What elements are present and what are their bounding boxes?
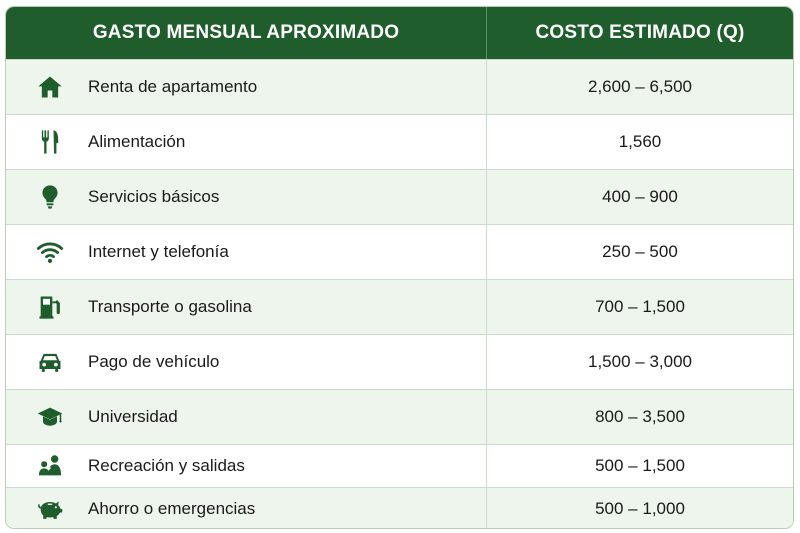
gas-pump-icon xyxy=(35,292,65,322)
row-label: Renta de apartamento xyxy=(88,77,258,96)
row-label: Ahorro o emergencias xyxy=(88,498,256,518)
house-icon xyxy=(35,72,65,102)
piggy-bank-icon xyxy=(35,494,65,524)
row-cost: 1,560 xyxy=(618,132,662,151)
header-gasto: GASTO MENSUAL APROXIMADO xyxy=(6,7,487,59)
table-row xyxy=(6,444,793,487)
graduation-cap-icon xyxy=(35,402,65,432)
table-row xyxy=(6,224,793,279)
table-row xyxy=(6,279,793,334)
row-cost: 800 – 3,500 xyxy=(595,407,685,426)
row-label: Transporte o gasolina xyxy=(88,297,252,316)
table-row xyxy=(6,334,793,389)
row-cost: 700 – 1,500 xyxy=(595,297,685,316)
lightbulb-icon xyxy=(35,182,65,212)
table-header xyxy=(6,7,793,59)
table-row xyxy=(6,389,793,444)
header-costo: COSTO ESTIMADO (Q) xyxy=(535,22,745,43)
table-row xyxy=(6,169,793,224)
row-label: Universidad xyxy=(88,407,178,426)
table-row xyxy=(6,487,793,529)
car-icon xyxy=(35,347,65,377)
table-row xyxy=(6,114,793,169)
row-label: Servicios básicos xyxy=(88,187,220,206)
row-cost: 2,600 – 6,500 xyxy=(588,77,692,96)
row-cost: 500 – 1,500 xyxy=(595,456,685,475)
row-label: Pago de vehículo xyxy=(88,352,220,371)
fork-knife-icon xyxy=(35,127,65,157)
row-cost: 1,500 – 3,000 xyxy=(588,352,692,371)
row-label: Alimentación xyxy=(88,132,186,151)
row-cost: 250 – 500 xyxy=(602,242,678,261)
row-label: Internet y telefonía xyxy=(88,242,229,261)
table-row xyxy=(6,59,793,114)
expense-table xyxy=(5,6,794,529)
row-label: Recreación y salidas xyxy=(88,456,245,475)
row-cost: 500 – 1,000 xyxy=(595,498,685,518)
people-icon xyxy=(35,451,65,481)
row-cost: 400 – 900 xyxy=(602,187,678,206)
wifi-icon xyxy=(35,237,65,267)
